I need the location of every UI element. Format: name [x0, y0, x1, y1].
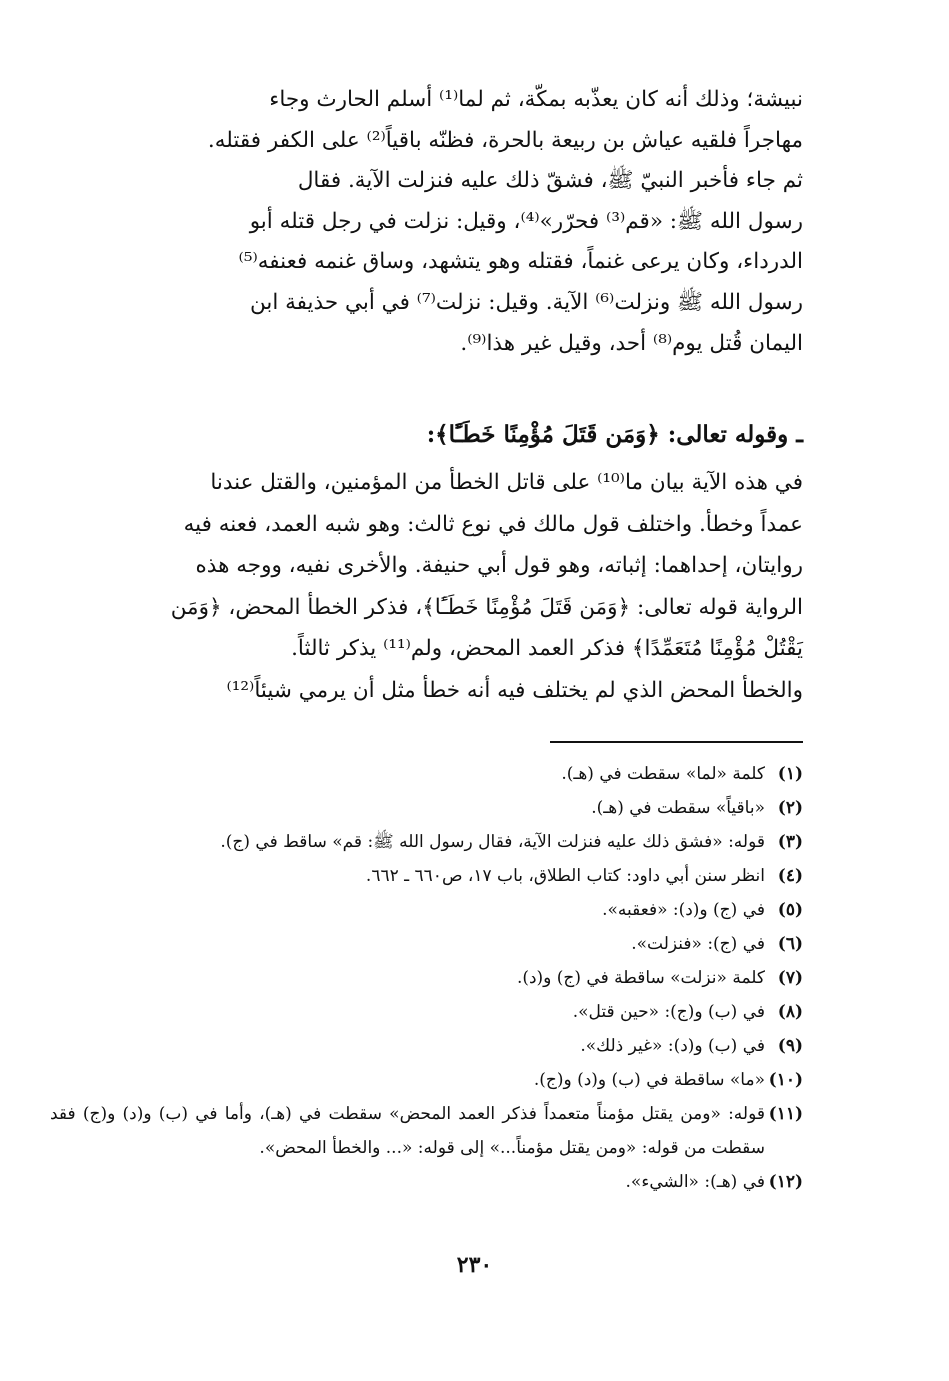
page-number: ٢٣٠: [456, 1252, 493, 1278]
text-line: نبيشة؛ وذلك أنه كان يعذّبه بمكّة، ثم لما⁽¹⁾ أسلم الحارث وجاء: [269, 87, 803, 112]
footnote-text: قوله: «ومن يقتل مؤمناً متعمداً فذكر العمد المحض» سقطت في (هـ)، وأما في (ب) و(د) و(ج) فقد سقطت من قوله: «ومن يقتل مؤمناً...» إلى قوله: «... والخطأ المحض».: [50, 1104, 765, 1158]
footnote: [50, 859, 803, 893]
footnote: [50, 893, 803, 927]
footnote-number: (١٠): [768, 1070, 803, 1090]
footnote: [50, 1097, 803, 1165]
text-line: عمداً وخطأ. واختلف قول مالك في نوع ثالث: وهو شبه العمد، فعنه فيه: [183, 511, 803, 537]
footnote-number: (١١): [768, 1104, 803, 1124]
text-line: روايتان، إحداهما: إثباته، وهو قول أبي حنيفة. والأخرى نفيه، ووجه هذه: [195, 553, 803, 578]
footnote-text: في (ب) و(ج): «حين قتل».: [572, 1002, 765, 1022]
footnote-text: «ما» ساقطة في (ب) و(د) و(ج).: [533, 1070, 765, 1090]
text-line: والخطأ المحض الذي لم يختلف فيه أنه خطأ مثل أن يرمي شيئاً⁽¹²⁾: [226, 677, 803, 703]
footnote-text: كلمة «نزلت» ساقطة في (ج) و(د).: [516, 968, 765, 988]
text-line: الرواية قوله تعالى: ﴿وَمَن قَتَلَ مُؤْمِنًا خَطَـًٔا﴾، فذكر الخطأ المحض، ﴿وَمَن: [170, 594, 803, 620]
footnote-text: قوله: «فشق ذلك عليه فنزلت الآية، فقال رسول الله ﷺ: قم» ساقط في (ج).: [220, 832, 765, 852]
text-line: مهاجراً فلقيه عياش بن ربيعة بالحرة، فظنّه باقياً⁽²⁾ على الكفر فقتله.: [207, 127, 803, 153]
text-line: رسول الله ﷺ: «قم⁽³⁾ فحرّر»⁽⁴⁾، وقيل: نزلت في رجل قتله أبو: [249, 208, 803, 234]
footnote-text: انظر سنن أبي داود: كتاب الطلاق، باب ١٧، ص٦٦٠ ـ ٦٦٢.: [365, 866, 765, 886]
footnote-number: (١٢): [768, 1172, 803, 1192]
footnote: [50, 1165, 803, 1199]
text-line: رسول الله ﷺ ونزلت⁽⁶⁾ الآية. وقيل: نزلت⁽⁷⁾ في أبي حذيفة ابن: [249, 289, 803, 315]
footnote-number: (٤): [777, 866, 803, 886]
text-line: الدرداء، وكان يرعى غنماً، فقتله وهو يتشهد، وساق غنمه فعنفه⁽⁵⁾: [238, 249, 803, 275]
footnote-text: في (ج) و(د): «فعقبه».: [602, 900, 765, 920]
footnote-number: (٨): [777, 1002, 803, 1022]
text-line: ثم جاء فأخبر النبيّ ﷺ، فشقّ ذلك عليه فنزلت الآية. فقال: [297, 168, 803, 194]
footnote-number: (٥): [777, 900, 803, 920]
text-line: في هذه الآية بيان ما⁽¹⁰⁾ على قاتل الخطأ من المؤمنين، والقتل عندنا: [210, 470, 803, 495]
footnote: [50, 757, 803, 791]
section-heading: ـ وقوله تعالى: ﴿وَمَن قَتَلَ مُؤْمِنًا خَطَـًٔا﴾:: [426, 421, 803, 448]
footnotes: [50, 757, 803, 1199]
text-line: يَقْتُلْ مُؤْمِنًا مُتَعَمِّدًا﴾ فذكر العمد المحض، ولم⁽¹¹⁾ يذكر ثالثاً.: [291, 636, 803, 661]
footnote-text: في (ب) و(د): «غير ذلك».: [580, 1036, 765, 1056]
footnote: [50, 1063, 803, 1097]
footnote-text: في (هـ): «الشيء».: [625, 1172, 765, 1192]
footnote-number: (٦): [777, 934, 803, 954]
text-line: اليمان قُتل يوم⁽⁸⁾ أحد، وقيل غير هذا⁽⁹⁾.: [460, 330, 803, 356]
footnote-number: (٢): [777, 798, 803, 818]
footnote-text: في (ج): «فنزلت».: [631, 934, 765, 954]
footnote-text: كلمة «لما» سقطت في (هـ).: [561, 764, 765, 784]
footnote-text: «باقياً» سقطت في (هـ).: [591, 798, 765, 818]
footnote: [50, 995, 803, 1029]
footnote-number: (٩): [777, 1036, 803, 1056]
footnote-number: (٣): [777, 832, 803, 852]
footnote-separator: [550, 741, 803, 743]
footnote: [50, 825, 803, 859]
footnote-number: (٧): [777, 968, 803, 988]
footnote: [50, 791, 803, 825]
main-paragraph: [52, 80, 803, 364]
footnote: [50, 961, 803, 995]
footnote-number: (١): [777, 764, 803, 784]
footnote: [50, 927, 803, 961]
second-paragraph: [52, 462, 803, 711]
footnote: [50, 1029, 803, 1063]
